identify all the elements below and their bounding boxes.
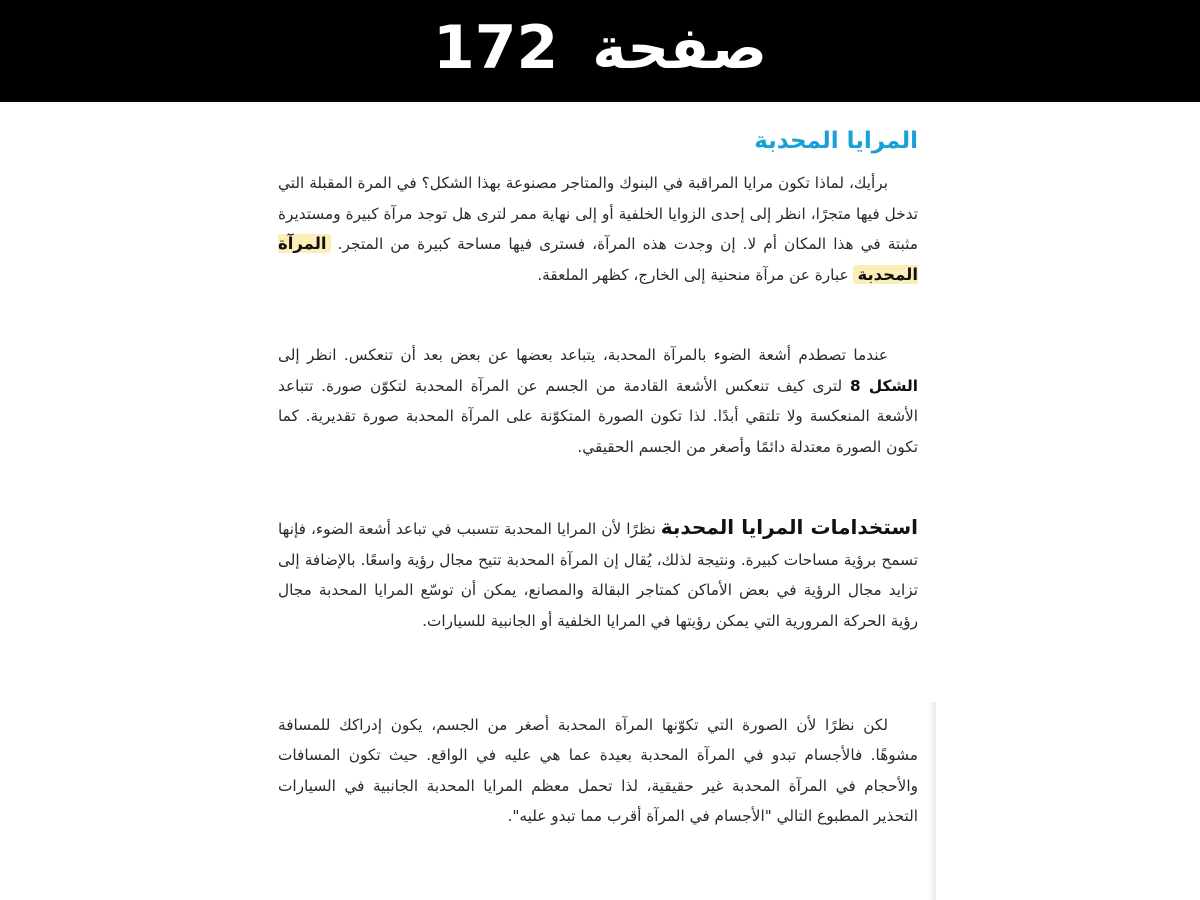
page-title (0, 6, 1200, 90)
figure-reference: الشكل 8 (849, 376, 918, 395)
paragraph-uses (278, 512, 918, 636)
intro-text: برأيك، لماذا تكون مرايا المراقبة في البنوك والمتاجر مصنوعة بهذا الشكل؟ في المرة المقبلة التي تدخل فيها متجرًا، انظر إلى إحدى الزوايا الخلفية أو إلى نهاية ممر لترى هل توجد مرآة كبيرة ومستديرة مثبتة في هذا المكان أم لا. إن وجدت هذه المرآة، فسترى فيها مساحة كبيرة من المتجر. (278, 174, 918, 254)
uses-subheading: استخدامات المرايا المحدبة (660, 515, 918, 539)
distortion-text: لكن نظرًا لأن الصورة التي تكوّنها المرآة المحدبة أصغر من الجسم، يكون إدراكك للمسافة مشوهًا. فالأجسام تبدو في المرآة المحدبة بعيدة عما هي عليه في الواقع. حيث تكون المسافات والأحجام في المرآة المحدبة غير حقيقية، لذا تحمل معظم المرايا المحدبة الجانبية في السيارات التحذير المطبوع التالي "الأجسام في المرآة أقرب مما تبدو عليه". (278, 716, 918, 825)
reflection-text-part2: لترى كيف تنعكس الأشعة القادمة من الجسم عن المرآة المحدبة لتكوّن صورة. تتباعد الأشعة المنعكسة ولا تلتقي أبدًا. لذا تكون الصورة المتكوّنة على المرآة المحدبة صورة تقديرية. كما تكون الصورة معتدلة دائمًا وأصغر من الجسم الحقيقي. (278, 376, 918, 456)
paragraph-distortion (278, 710, 918, 831)
page-number: 172 (432, 13, 559, 83)
paragraph-reflection (278, 340, 918, 462)
paragraph-intro (278, 168, 918, 290)
uses-text: نظرًا لأن المرايا المحدبة تتسبب في تباعد أشعة الضوء، فإنها تسمح برؤية مساحات كبيرة. ونتيجة لذلك، يُقال إن المرآة المحدبة تتيح مجال رؤية واسعًا. بالإضافة إلى تزايد مجال الرؤية في بعض الأماكن كمتاجر البقالة والمصانع، يمكن أن توسّع المرايا المحدبة مجال رؤية الحركة المرورية التي يمكن رؤيتها في المرايا الخلفية أو الجانبية للسيارات. (278, 520, 918, 630)
key-term-definition: عبارة عن مرآة منحنية إلى الخارج، كظهر الملعقة. (537, 265, 849, 284)
page-edge-shadow (928, 702, 936, 900)
textbook-page (268, 102, 936, 900)
section-heading: المرايا المحدبة (754, 128, 918, 154)
reflection-text-part1: عندما تصطدم أشعة الضوء بالمرآة المحدبة، يتباعد بعضها عن بعض بعد أن تنعكس. انظر إلى (278, 346, 888, 364)
key-term-convex-mirror: المرآة المحدبة (278, 234, 918, 284)
page-title-word: صفحة (592, 14, 767, 82)
